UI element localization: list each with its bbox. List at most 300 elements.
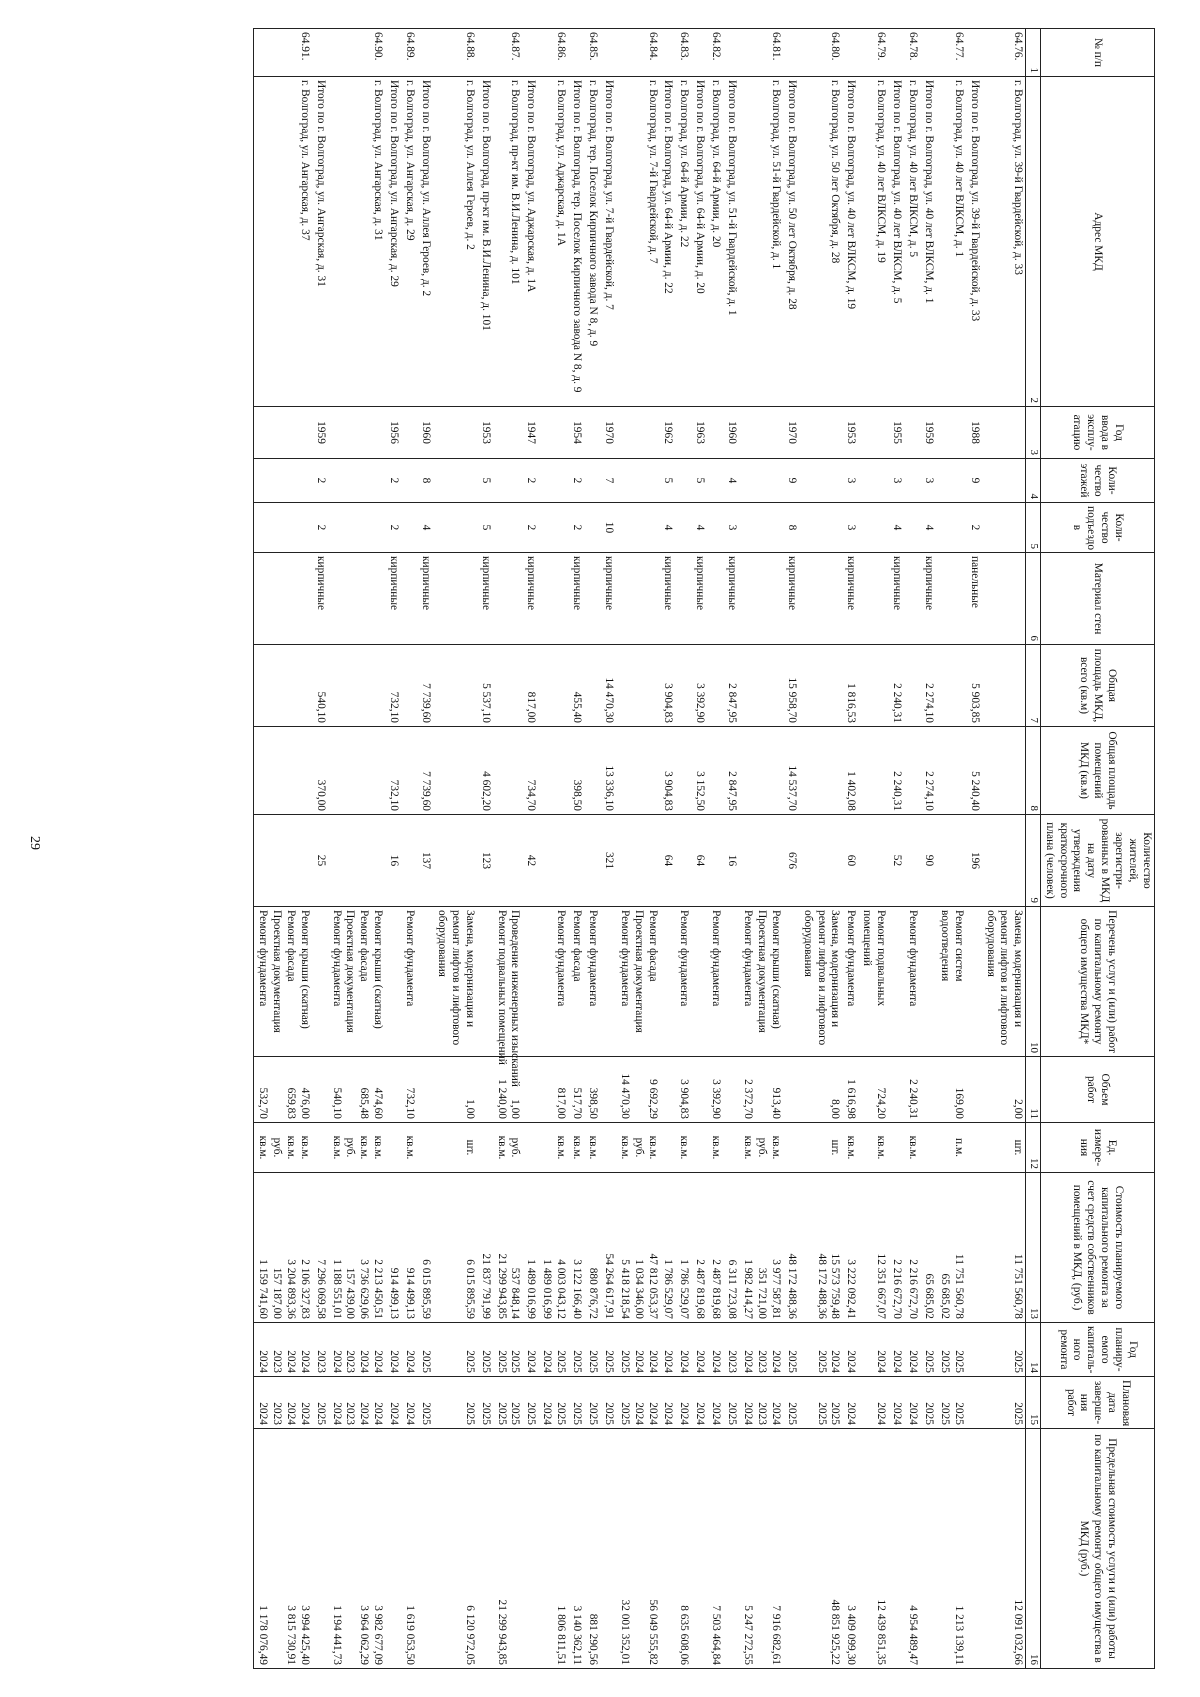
year-cell [538,407,568,459]
volume-cell [385,1057,401,1123]
table-row [493,29,523,1669]
residents-cell: 123 [477,815,493,907]
works-cell: Замена, модернизация и ремонт лифтов и лифтового оборудования [982,907,1026,1057]
column-number: 11 [1026,1057,1040,1123]
premises-area-cell: 2 274,10 [920,727,936,815]
row-number-cell: 64.88. [433,29,477,77]
residents-cell: 321 [600,815,616,907]
repair-year-cell: 2024 2024 2025 [616,1323,660,1377]
floors-cell: 4 [723,459,739,503]
address-cell: г. Волгоград, ул. Ангарская, д. 29 [401,77,417,407]
address-cell: Итого по г. Волгоград, ул. Аджарская, д. 1А [522,77,538,407]
floors-cell: 3 [842,459,858,503]
floors-cell: 7 [600,459,616,503]
floors-cell: 3 [888,459,904,503]
address-cell: Итого по г. Волгоград, ул. 40 лет ВЛКСМ, д. 19 [842,77,858,407]
floors-cell [739,459,783,503]
total-area-cell: 817,00 [522,645,538,727]
residents-cell: 25 [312,815,328,907]
entrances-cell [433,503,477,553]
total-area-cell [493,645,523,727]
row-number-cell: 64.80. [799,29,843,77]
address-cell: г. Волгоград, ул. 40 лет ВЛКСМ, д. 5 [904,77,920,407]
repair-year-cell: 2024 2024 2023 2024 [328,1323,386,1377]
wall-material-cell [584,553,600,645]
volume-cell [660,1057,676,1123]
table-row [401,29,417,1669]
works-cell: Замена, модернизация и ремонт лифтов и лифтового оборудования [799,907,843,1057]
floors-cell: 5 [477,459,493,503]
column-number: 3 [1026,407,1040,459]
year-cell [676,407,692,459]
premises-area-cell [584,727,600,815]
max-cost-cell: 4 954 489,47 [904,1429,920,1669]
total-area-cell [616,645,660,727]
residents-cell [904,815,920,907]
repair-year-cell: 2025 [417,1323,433,1377]
wall-material-cell: кирпичные [417,553,433,645]
address-cell: г. Волгоград, ул. 40 лет ВЛКСМ, д. 19 [858,77,888,407]
address-cell: г. Волгоград, ул. Ангарская, д. 31 [328,77,386,407]
header-cell: Год планиру-емого капиталь-ного ремонта [1040,1323,1154,1377]
header-cell: Общая площадь МКД, всего (кв.м) [1040,645,1154,727]
completion-date-cell: 2024 2024 2023 2024 [254,1377,312,1429]
address-cell: г. Волгоград, ул. 7-й Гвардейской, д. 7 [616,77,660,407]
table-row [328,29,386,1669]
wall-material-cell [493,553,523,645]
residents-cell [707,815,723,907]
year-cell [328,407,386,459]
completion-date-cell: 2025 [920,1377,936,1429]
completion-date-cell: 2025 [522,1377,538,1429]
header-cell: Коли-чество этажей [1040,459,1154,503]
header-cell: № п/п [1040,29,1154,77]
table-row [982,29,1026,1669]
wall-material-cell [254,553,312,645]
repair-year-cell: 2025 [433,1323,477,1377]
completion-date-cell: 2024 [385,1377,401,1429]
unit-cell: шт. [433,1123,477,1173]
premises-area-cell [254,727,312,815]
table-row [723,29,739,1669]
address-cell: г. Волгоград, ул. Аллея Героев, д. 2 [433,77,477,407]
entrances-cell [616,503,660,553]
table-row [417,29,433,1669]
unit-cell [385,1123,401,1173]
max-cost-cell: 1 619 053,50 [401,1429,417,1669]
table-row [739,29,783,1669]
wall-material-cell [799,553,843,645]
residents-cell [433,815,477,907]
column-number: 2 [1026,77,1040,407]
completion-date-cell: 2024 [660,1377,676,1429]
repair-year-cell: 2024 [691,1323,707,1377]
max-cost-cell: 7 503 464,84 [707,1429,723,1669]
floors-cell [707,459,723,503]
unit-cell: кв.м. руб. кв.м. [739,1123,783,1173]
entrances-cell [328,503,386,553]
works-cell: Ремонт систем водоотведения [936,907,966,1057]
row-number-cell [966,29,982,77]
address-cell: Итого по г. Волгоград, ул. Ангарская, д. 31 [312,77,328,407]
volume-cell: 1,00 [433,1057,477,1123]
row-number-cell: 64.91. [254,29,312,77]
volume-cell: 2 240,31 [904,1057,920,1123]
residents-cell [676,815,692,907]
unit-cell [522,1123,538,1173]
cost-cell: 2 106 327,83 3 204 893,36 157 187,00 1 159 741,60 [254,1173,312,1323]
address-cell: Итого по г. Волгоград, ул. 40 лет ВЛКСМ, д. 1 [920,77,936,407]
floors-cell [538,459,568,503]
cost-cell: 3 122 166,40 [568,1173,584,1323]
total-area-cell: 540,10 [312,645,328,727]
premises-area-cell [493,727,523,815]
unit-cell: кв.м. кв.м. руб. кв.м. [254,1123,312,1173]
repair-year-cell: 2023 [312,1323,328,1377]
completion-date-cell: 2025 [417,1377,433,1429]
row-number-cell [568,29,584,77]
works-cell: Ремонт фундамента [676,907,692,1057]
repair-year-cell: 2025 [477,1323,493,1377]
table-row [660,29,676,1669]
column-number: 14 [1026,1323,1040,1377]
unit-cell: кв.м. [904,1123,920,1173]
entrances-cell [707,503,723,553]
total-area-cell: 3 392,90 [691,645,707,727]
unit-cell: кв.м. [842,1123,858,1173]
volume-cell [522,1057,538,1123]
cost-cell: 6 015 895,59 [417,1173,433,1323]
cost-cell: 48 172 488,36 [783,1173,799,1323]
wall-material-cell: кирпичные [842,553,858,645]
address-cell: Итого по г. Волгоград, ул. Аллея Героев, д. 2 [417,77,433,407]
cost-cell: 6 015 895,59 [433,1173,477,1323]
table-row [707,29,723,1669]
column-number: 1 [1026,29,1040,77]
year-cell [433,407,477,459]
column-number: 16 [1026,1429,1040,1669]
completion-date-cell: 2025 [433,1377,477,1429]
address-cell: г. Волгоград, тер. Поселок Кирпичного завода N 8, д. 9 [584,77,600,407]
column-number: 5 [1026,503,1040,553]
unit-cell [966,1123,982,1173]
unit-cell: шт. [982,1123,1026,1173]
cost-cell: 12 351 667,07 [858,1173,888,1323]
row-number-cell [691,29,707,77]
works-cell [417,907,433,1057]
total-area-cell [904,645,920,727]
premises-area-cell [401,727,417,815]
floors-cell: 2 [522,459,538,503]
row-number-cell [600,29,616,77]
completion-date-cell: 2025 2025 [493,1377,523,1429]
year-cell: 1956 [385,407,401,459]
wall-material-cell [936,553,966,645]
header-cell: Плановая дата заверше-ния работ [1040,1377,1154,1429]
premises-area-cell [538,727,568,815]
unit-cell: кв.м. [538,1123,568,1173]
max-cost-cell [691,1429,707,1669]
residents-cell: 42 [522,815,538,907]
total-area-cell: 5 537,10 [477,645,493,727]
volume-cell [417,1057,433,1123]
volume-cell: 517,70 [568,1057,584,1123]
table-row [783,29,799,1669]
capital-repair-table-container [45,28,1155,1668]
wall-material-cell [401,553,417,645]
works-cell: Проведение инженерных изысканий Ремонт подвальных помещений [493,907,523,1057]
header-cell: Год ввода в эксплу-атацию [1040,407,1154,459]
completion-date-cell: 2025 [600,1377,616,1429]
repair-year-cell: 2024 [676,1323,692,1377]
premises-area-cell [739,727,783,815]
table-row [616,29,660,1669]
header-cell: Общая площадь помещений МКД (кв.м) [1040,727,1154,815]
completion-date-cell: 2024 2024 2025 [616,1377,660,1429]
max-cost-cell [966,1429,982,1669]
unit-cell: кв.м. руб. кв.м. [616,1123,660,1173]
wall-material-cell: кирпичные [522,553,538,645]
volume-cell [477,1057,493,1123]
floors-cell: 2 [385,459,401,503]
row-number-cell: 64.87. [493,29,523,77]
year-cell [904,407,920,459]
unit-cell [660,1123,676,1173]
table-row [888,29,904,1669]
address-cell: Итого по г. Волгоград, тер. Поселок Кирпичного завода N 8, д. 9 [568,77,584,407]
table-row [522,29,538,1669]
entrances-cell: 4 [920,503,936,553]
table-body [254,29,1026,1669]
entrances-cell: 3 [842,503,858,553]
works-cell [783,907,799,1057]
completion-date-cell: 2025 [723,1377,739,1429]
capital-repair-table [253,28,1155,1669]
cost-cell: 47 812 053,37 1 034 346,00 5 418 218,54 [616,1173,660,1323]
year-cell: 1953 [842,407,858,459]
entrances-cell [676,503,692,553]
column-number: 4 [1026,459,1040,503]
floors-cell [799,459,843,503]
table-row [842,29,858,1669]
residents-cell: 60 [842,815,858,907]
entrances-cell: 4 [691,503,707,553]
volume-cell [691,1057,707,1123]
completion-date-cell: 2024 [858,1377,888,1429]
floors-cell [858,459,888,503]
cost-cell: 537 848,14 21 299 943,85 [493,1173,523,1323]
completion-date-cell: 2025 2025 [799,1377,843,1429]
residents-cell: 676 [783,815,799,907]
residents-cell [858,815,888,907]
repair-year-cell: 2024 [385,1323,401,1377]
max-cost-cell: 3 140 362,11 [568,1429,584,1669]
residents-cell [616,815,660,907]
year-cell: 1960 [417,407,433,459]
address-cell: г. Волгоград, ул. 50 лет Октября, д. 28 [799,77,843,407]
max-cost-cell [888,1429,904,1669]
premises-area-cell: 2 847,95 [723,727,739,815]
completion-date-cell: 2025 [783,1377,799,1429]
entrances-cell: 4 [660,503,676,553]
wall-material-cell: кирпичные [568,553,584,645]
row-number-cell: 64.76. [982,29,1026,77]
premises-area-cell: 4 602,20 [477,727,493,815]
row-number-cell [660,29,676,77]
total-area-cell [538,645,568,727]
cost-cell: 4 003 043,12 1 489 016,99 [538,1173,568,1323]
year-cell: 1955 [888,407,904,459]
repair-year-cell: 2024 [842,1323,858,1377]
floors-cell [493,459,523,503]
cost-cell: 1 489 016,99 [522,1173,538,1323]
repair-year-cell: 2023 [723,1323,739,1377]
table-row [676,29,692,1669]
table-row [433,29,477,1669]
page-number: 29 [27,836,42,850]
works-cell: Ремонт фасада [568,907,584,1057]
entrances-cell [538,503,568,553]
address-cell: г. Волгоград, ул. 64-й Армии, д. 22 [676,77,692,407]
cost-cell: 2 216 672,70 [904,1173,920,1323]
premises-area-cell [936,727,966,815]
completion-date-cell: 2025 2025 [936,1377,966,1429]
address-cell: Итого по г. Волгоград, ул. 7-й Гвардейской, д. 7 [600,77,616,407]
table-row [584,29,600,1669]
premises-area-cell [676,727,692,815]
premises-area-cell: 370,00 [312,727,328,815]
unit-cell [888,1123,904,1173]
residents-cell: 196 [966,815,982,907]
premises-area-cell [707,727,723,815]
year-cell [858,407,888,459]
wall-material-cell: кирпичные [600,553,616,645]
completion-date-cell: 2024 [842,1377,858,1429]
wall-material-cell: кирпичные [920,553,936,645]
header-cell: Объем работ [1040,1057,1154,1123]
completion-date-cell: 2024 2023 2024 [739,1377,783,1429]
residents-cell [936,815,966,907]
repair-year-cell: 2024 [858,1323,888,1377]
completion-date-cell: 2024 [888,1377,904,1429]
volume-cell: 817,00 [538,1057,568,1123]
unit-cell [312,1123,328,1173]
premises-area-cell [799,727,843,815]
max-cost-cell: 12 439 851,35 [858,1429,888,1669]
premises-area-cell [328,727,386,815]
column-number: 7 [1026,645,1040,727]
premises-area-cell [982,727,1026,815]
works-cell: Ремонт фундамента [904,907,920,1057]
header-cell: Перечень услуг и (или) работ по капитальному ремонту общего имущества МКД* [1040,907,1154,1057]
address-cell: Итого по г. Волгоград, ул. 64-й Армии, д. 20 [691,77,707,407]
premises-area-cell: 14 537,70 [783,727,799,815]
table-row [538,29,568,1669]
repair-year-cell: 2025 [584,1323,600,1377]
floors-cell [904,459,920,503]
entrances-cell [493,503,523,553]
entrances-cell: 2 [568,503,584,553]
header-cell: Ед. измере-ния [1040,1123,1154,1173]
year-cell [707,407,723,459]
works-cell [600,907,616,1057]
premises-area-cell: 13 336,10 [600,727,616,815]
premises-area-cell: 734,70 [522,727,538,815]
works-cell: Замена, модернизация и ремонт лифтов и лифтового оборудования [433,907,477,1057]
works-cell: Ремонт фундамента [401,907,417,1057]
cost-cell: 880 876,72 [584,1173,600,1323]
residents-cell [328,815,386,907]
premises-area-cell [433,727,477,815]
works-cell [888,907,904,1057]
residents-cell [401,815,417,907]
address-cell: Итого по г. Волгоград, ул. 39-й Гвардейской, д. 33 [966,77,982,407]
total-area-cell: 732,10 [385,645,401,727]
max-cost-cell: 1 806 811,51 [538,1429,568,1669]
premises-area-cell [904,727,920,815]
premises-area-cell [858,727,888,815]
wall-material-cell: кирпичные [312,553,328,645]
entrances-cell: 4 [417,503,433,553]
total-area-cell [982,645,1026,727]
completion-date-cell: 2025 [584,1377,600,1429]
repair-year-cell: 2025 [568,1323,584,1377]
column-number: 9 [1026,815,1040,907]
works-cell: Ремонт крыши (скатная) Ремонт фасада Проектная документация Ремонт фундамента [254,907,312,1057]
volume-cell: 2,00 [982,1057,1026,1123]
unit-cell [691,1123,707,1173]
cost-cell: 65 685,02 [920,1173,936,1323]
volume-cell: 913,40 2 372,70 [739,1057,783,1123]
address-cell: г. Волгоград, ул. Ангарская, д. 37 [254,77,312,407]
table-row [691,29,707,1669]
completion-date-cell: 2024 [904,1377,920,1429]
max-cost-cell [385,1429,401,1669]
year-cell [493,407,523,459]
unit-cell: руб. кв.м. [493,1123,523,1173]
entrances-cell: 4 [888,503,904,553]
max-cost-cell [477,1429,493,1669]
repair-year-cell: 2025 2024 [538,1323,568,1377]
year-cell: 1962 [660,407,676,459]
repair-year-cell: 2025 [783,1323,799,1377]
residents-cell: 16 [385,815,401,907]
entrances-cell: 3 [723,503,739,553]
row-number-cell: 64.83. [676,29,692,77]
works-cell: Ремонт подвальных помещений [858,907,888,1057]
volume-cell [312,1057,328,1123]
premises-area-cell: 732,10 [385,727,401,815]
entrances-cell: 2 [312,503,328,553]
cost-cell: 2 487 819,68 [707,1173,723,1323]
volume-cell [600,1057,616,1123]
max-cost-cell: 881 290,56 [584,1429,600,1669]
year-cell [254,407,312,459]
unit-cell: п.м. [936,1123,966,1173]
total-area-cell: 2 240,31 [888,645,904,727]
max-cost-cell: 1 213 139,11 [936,1429,966,1669]
table-row [568,29,584,1669]
total-area-cell [433,645,477,727]
max-cost-cell [417,1429,433,1669]
wall-material-cell [707,553,723,645]
volume-cell: 398,50 [584,1057,600,1123]
max-cost-cell [920,1429,936,1669]
total-area-cell: 2 847,95 [723,645,739,727]
floors-cell [328,459,386,503]
table-row [904,29,920,1669]
repair-year-cell: 2024 2023 2024 [739,1323,783,1377]
